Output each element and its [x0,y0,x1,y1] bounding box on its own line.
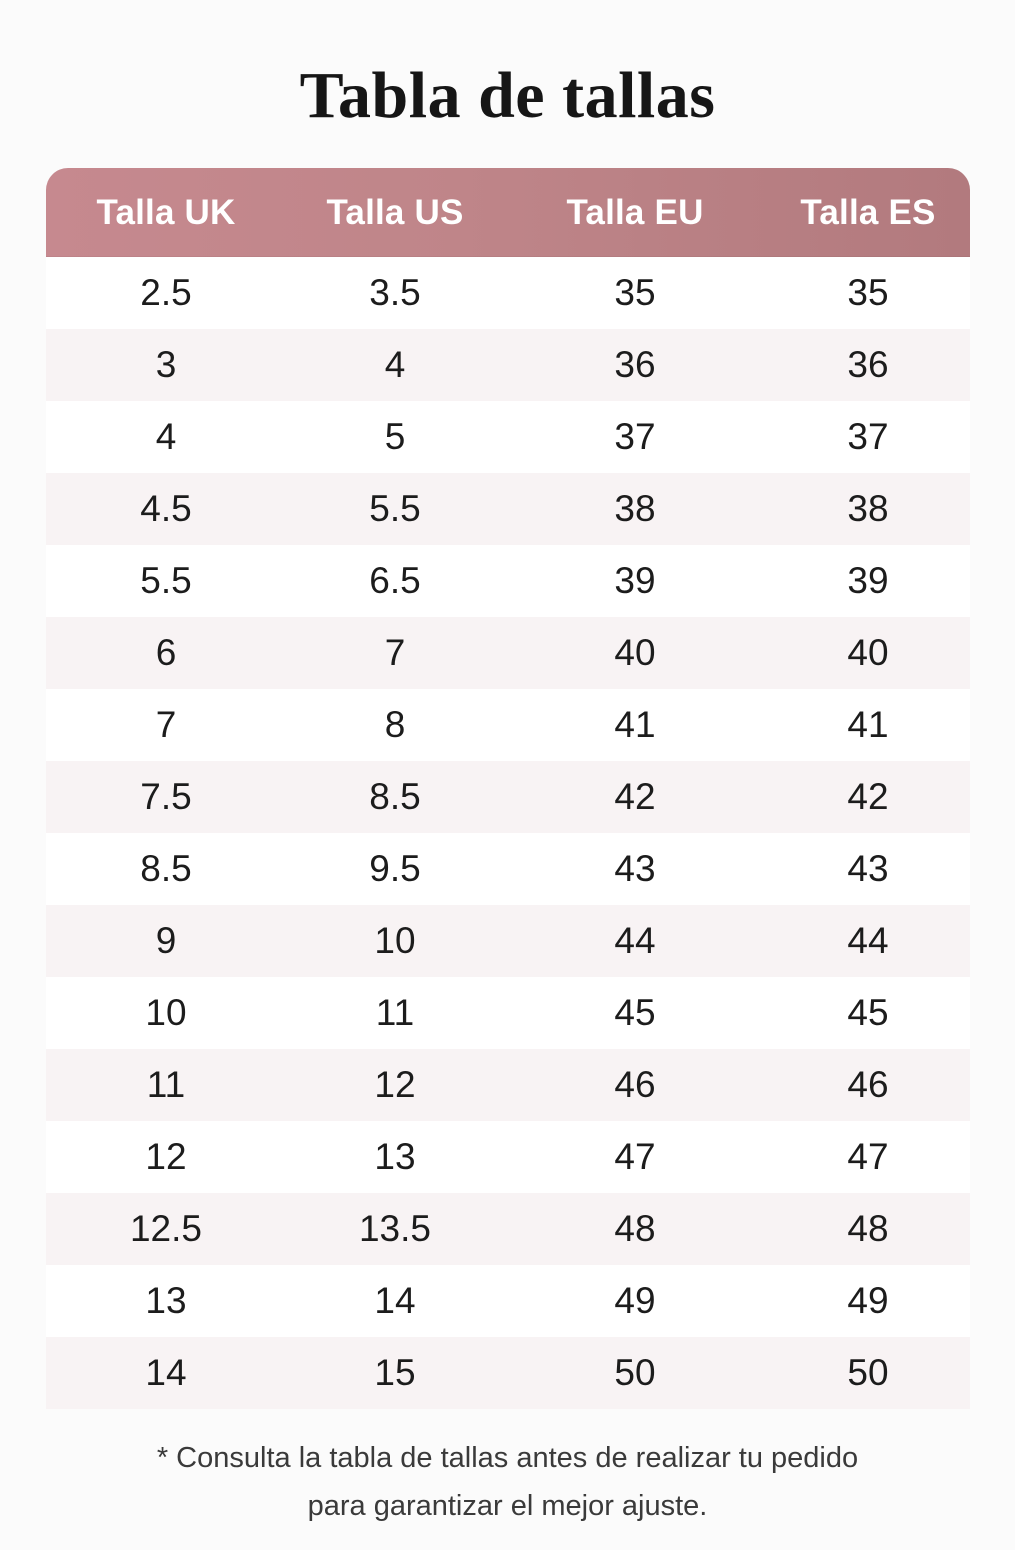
page-title: Tabla de tallas [299,59,716,132]
cell-us: 8 [384,704,406,745]
cell-uk: 7 [155,704,177,745]
cell-uk: 9 [155,920,177,961]
column-header-eu: Talla EU [566,193,704,232]
table-row [46,905,970,977]
cell-us: 4 [384,344,406,385]
cell-es: 42 [847,776,889,817]
cell-eu: 44 [614,920,656,961]
table-row [46,977,970,1049]
cell-es: 38 [847,488,889,529]
cell-us: 14 [374,1280,416,1321]
cell-uk: 13 [145,1280,187,1321]
table-row [46,1337,970,1409]
column-header-es: Talla ES [800,193,936,232]
table-row [46,1265,970,1337]
cell-eu: 40 [614,632,656,673]
cell-eu: 47 [614,1136,656,1177]
cell-es: 40 [847,632,889,673]
table-row [46,1193,970,1265]
cell-uk: 12 [145,1136,187,1177]
cell-us: 11 [375,992,415,1033]
cell-uk: 14 [145,1352,187,1393]
cell-uk: 11 [146,1064,186,1105]
cell-eu: 49 [614,1280,656,1321]
cell-us: 5.5 [369,488,421,529]
cell-uk: 10 [145,992,187,1033]
cell-es: 49 [847,1280,889,1321]
cell-us: 8.5 [369,776,421,817]
cell-uk: 12.5 [129,1208,202,1249]
cell-eu: 39 [614,560,656,601]
table-row [46,833,970,905]
cell-uk: 5.5 [140,560,192,601]
cell-us: 13.5 [358,1208,431,1249]
cell-us: 6.5 [369,560,421,601]
cell-eu: 48 [614,1208,656,1249]
size-note-line-2: para garantizar el mejor ajuste. [307,1490,708,1522]
cell-us: 7 [384,632,406,673]
size-note [0,1434,1015,1530]
cell-uk: 6 [155,632,177,673]
cell-eu: 37 [614,416,656,457]
cell-eu: 35 [614,272,656,313]
table-row [46,761,970,833]
cell-uk: 3 [155,344,177,385]
cell-us: 9.5 [369,848,421,889]
table-row [46,401,970,473]
cell-eu: 46 [614,1064,656,1105]
cell-es: 35 [847,272,889,313]
size-table [46,168,970,1409]
cell-es: 45 [847,992,889,1033]
cell-eu: 50 [614,1352,656,1393]
cell-es: 50 [847,1352,889,1393]
cell-uk: 4 [155,416,177,457]
cell-eu: 43 [614,848,656,889]
cell-es: 39 [847,560,889,601]
cell-us: 10 [374,920,416,961]
cell-es: 47 [847,1136,889,1177]
cell-es: 48 [847,1208,889,1249]
table-row [46,1121,970,1193]
cell-us: 13 [374,1136,416,1177]
cell-uk: 7.5 [140,776,192,817]
cell-es: 43 [847,848,889,889]
table-row [46,545,970,617]
cell-eu: 45 [614,992,656,1033]
column-header-uk: Talla UK [96,193,236,232]
size-note-line-1: * Consulta la tabla de tallas antes de realizar tu pedido [156,1442,859,1474]
cell-eu: 42 [614,776,656,817]
cell-es: 36 [847,344,889,385]
table-row [46,329,970,401]
cell-eu: 36 [614,344,656,385]
table-row [46,473,970,545]
cell-us: 12 [374,1064,416,1105]
table-row [46,617,970,689]
table-row [46,689,970,761]
cell-us: 15 [374,1352,416,1393]
column-header-us: Talla US [326,193,464,232]
table-row [46,257,970,329]
cell-uk: 4.5 [140,488,192,529]
cell-uk: 8.5 [140,848,192,889]
cell-us: 3.5 [369,272,421,313]
cell-us: 5 [384,416,406,457]
table-row [46,1049,970,1121]
cell-uk: 2.5 [140,272,192,313]
table-body [46,257,970,1409]
cell-eu: 38 [614,488,656,529]
cell-eu: 41 [614,704,656,745]
cell-es: 37 [847,416,889,457]
cell-es: 41 [847,704,889,745]
cell-es: 44 [847,920,889,961]
cell-es: 46 [847,1064,889,1105]
table-header [46,168,970,257]
